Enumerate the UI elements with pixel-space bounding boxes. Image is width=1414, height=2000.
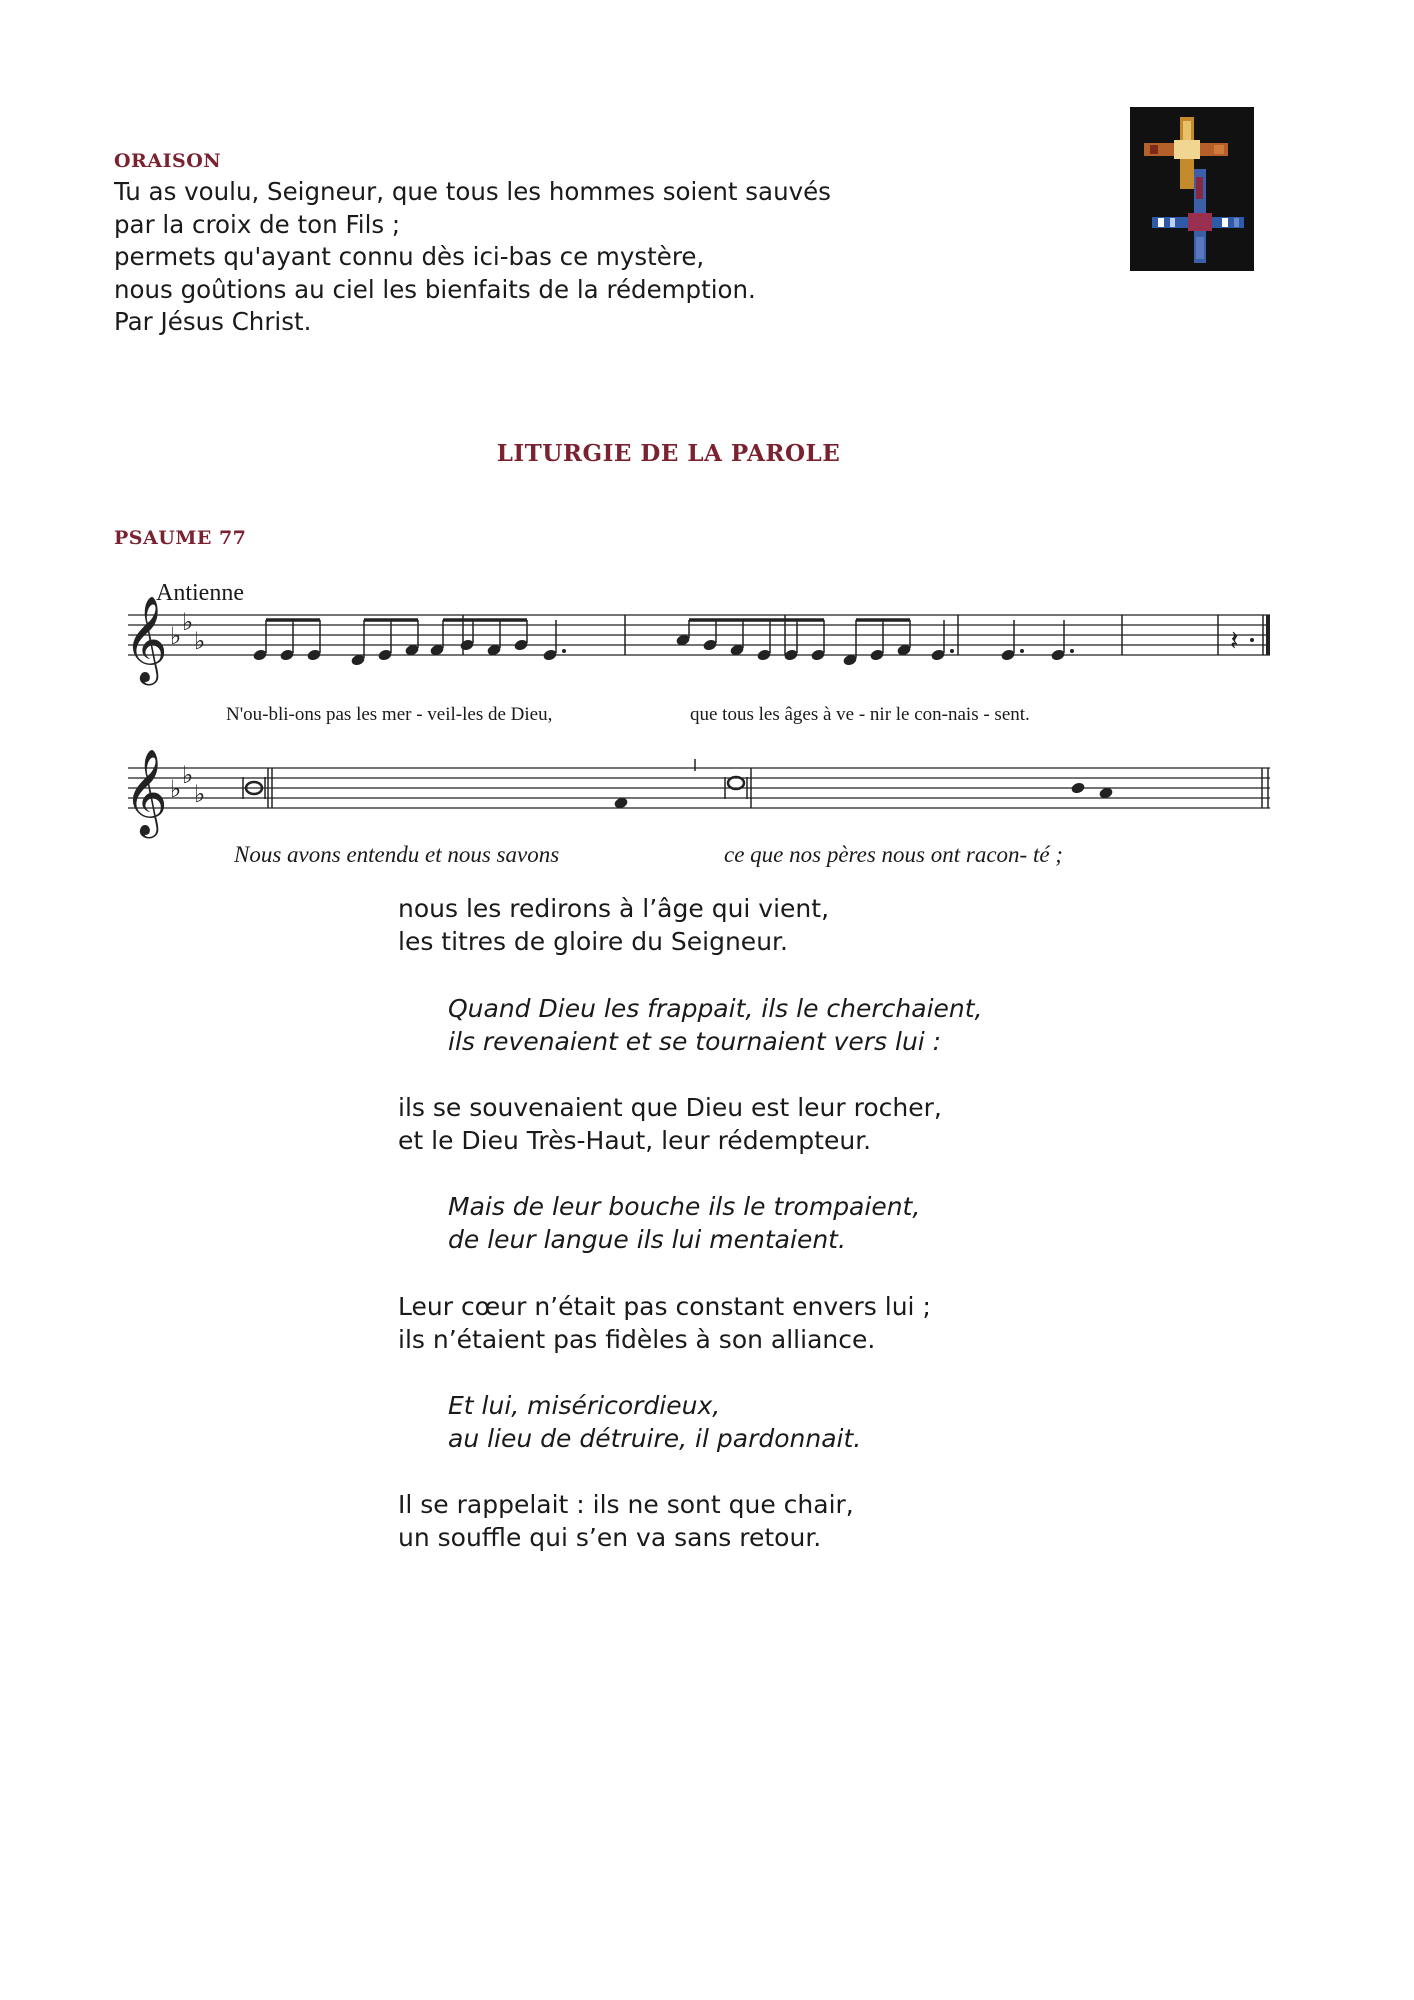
verse-lyric-1: Nous avons entendu et nous savons — [234, 842, 560, 867]
oraison-line: Tu as voulu, Seigneur, que tous les hommes soient sauvés — [114, 177, 831, 206]
oraison-line: Par Jésus Christ. — [114, 307, 312, 336]
stanza — [398, 892, 829, 958]
treble-clef-icon: 𝄞 — [124, 749, 168, 835]
stanza — [398, 1488, 854, 1554]
psalm-title: PSAUME 77 — [114, 527, 247, 549]
breve-notes-icon — [243, 759, 1268, 808]
verse-notes-icon — [613, 781, 1113, 809]
stanza-italic — [448, 1389, 861, 1455]
treble-clef-icon: 𝄞 — [124, 596, 168, 682]
oraison-line: nous goûtions au ciel les bienfaits de la rédemption. — [114, 274, 756, 304]
stanza-line: les titres de gloire du Seigneur. — [398, 927, 788, 956]
antienne-lyric-2: que tous les âges à ve - nir le con-nais - sent. — [690, 704, 1030, 725]
svg-text:♭: ♭ — [194, 780, 206, 808]
antienne-notes-icon — [252, 620, 1074, 667]
stanza — [398, 1091, 942, 1157]
oraison-line: permets qu'ayant connu dès ici-bas ce mystère, — [114, 242, 705, 271]
liturgy-title: LITURGIE DE LA PAROLE — [496, 440, 841, 467]
svg-text:♭: ♭ — [170, 775, 182, 803]
stanza — [398, 1290, 931, 1356]
verse-lyric-2: ce que nos pères nous ont racon- té ; — [724, 842, 1063, 867]
stanza-line: un souffle qui s’en va sans retour. — [398, 1523, 822, 1552]
stanza-line: de leur langue ils lui mentaient. — [448, 1225, 846, 1254]
stanza-line: ils se souvenaient que Dieu est leur rocher, — [398, 1093, 942, 1122]
svg-text:♭: ♭ — [182, 608, 194, 636]
stanza-line: Et lui, miséricordieux, — [448, 1391, 721, 1420]
svg-text:♭: ♭ — [194, 627, 206, 655]
oraison-text — [114, 176, 831, 339]
svg-text:♭: ♭ — [170, 622, 182, 650]
svg-text:♭: ♭ — [182, 761, 194, 789]
stanza-line: nous les redirons à l’âge qui vient, — [398, 894, 830, 923]
svg-text:𝄽: 𝄽 — [1230, 624, 1239, 657]
stanza-italic — [448, 992, 983, 1058]
stanza-line: ils n’étaient pas fidèles à son alliance. — [398, 1325, 876, 1354]
stanza-line: Il se rappelait : ils ne sont que chair, — [398, 1490, 854, 1519]
stanza-italic — [448, 1190, 920, 1256]
stanza-line: et le Dieu Très-Haut, leur rédempteur. — [398, 1126, 872, 1155]
stanza-line: au lieu de détruire, il pardonnait. — [448, 1424, 862, 1453]
rest-icon — [1230, 624, 1254, 657]
stanza-line: Mais de leur bouche ils le trompaient, — [448, 1192, 921, 1221]
cross-image — [1130, 107, 1254, 271]
antienne-lyric-1: N'ou-bli-ons pas les mer - veil-les de Dieu, — [226, 704, 553, 725]
oraison-title: ORAISON — [114, 150, 222, 172]
verse-staff — [120, 745, 1275, 855]
stanza-line: Quand Dieu les frappait, ils le cherchaient, — [448, 994, 983, 1023]
antienne-label: Antienne — [156, 580, 244, 606]
stanza-line: Leur cœur n’était pas constant envers lui ; — [398, 1292, 931, 1321]
stanza-line: ils revenaient et se tournaient vers lui : — [448, 1027, 942, 1056]
oraison-line: par la croix de ton Fils ; — [114, 209, 401, 239]
